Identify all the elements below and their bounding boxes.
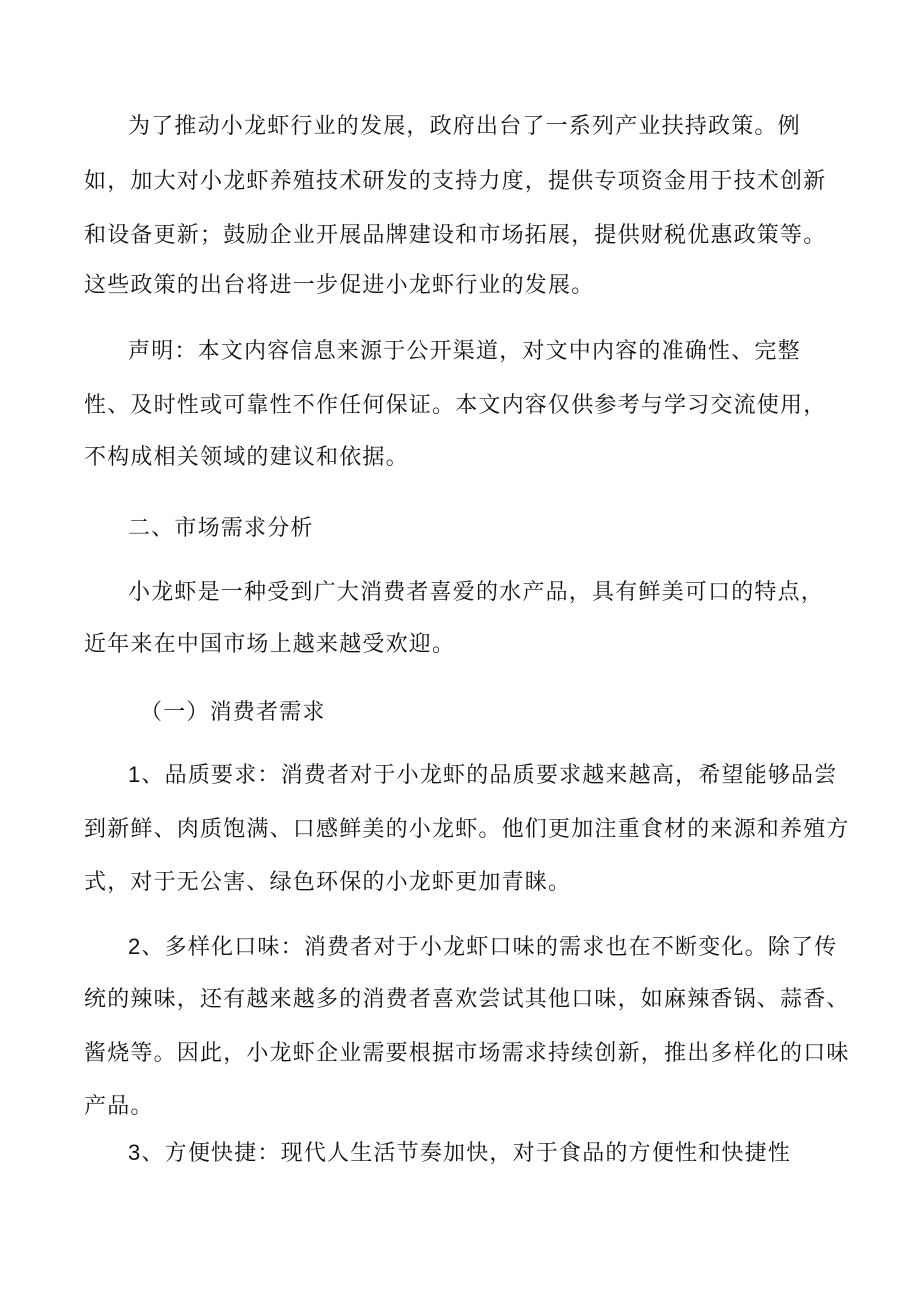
flavor-line-2: 统的辣味，还有越来越多的消费者喜欢尝试其他口味，如麻辣香锅、蒜香、 (84, 987, 850, 1012)
quality-line-3: 式，对于无公害、绿色环保的小龙虾更加青睐。 (84, 870, 572, 895)
flavor-line-1: 2、多样化口味：消费者对于小龙虾口味的需求也在不断变化。除了传 (128, 934, 838, 959)
convenience-line-1: 3、方便快捷：现代人生活节奏加快，对于食品的方便性和快捷性 (128, 1140, 792, 1165)
subsection-heading: （一）消费者需求 (140, 700, 326, 725)
flavor-line-4: 产品。 (84, 1094, 154, 1119)
market-intro-line-2: 近年来在中国市场上越来越受欢迎。 (84, 632, 456, 657)
policy-line-2: 如，加大对小龙虾养殖技术研发的支持力度，提供专项资金用于技术创新 (84, 169, 827, 194)
disclaimer-line-1: 声明：本文内容信息来源于公开渠道，对文中内容的准确性、完整 (128, 339, 801, 364)
market-intro-line-1: 小龙虾是一种受到广大消费者喜爱的水产品，具有鲜美可口的特点， (128, 580, 825, 605)
section-heading: 二、市场需求分析 (128, 516, 314, 541)
quality-line-2: 到新鲜、肉质饱满、口感鲜美的小龙虾。他们更加注重食材的来源和养殖方 (84, 817, 850, 842)
policy-line-4: 这些政策的出台将进一步促进小龙虾行业的发展。 (84, 273, 595, 298)
quality-line-1: 1、品质要求：消费者对于小龙虾的品质要求越来越高，希望能够品尝 (128, 762, 838, 787)
flavor-line-3: 酱烧等。因此，小龙虾企业需要根据市场需求持续创新，推出多样化的口味 (84, 1041, 850, 1066)
disclaimer-line-2: 性、及时性或可靠性不作任何保证。本文内容仅供参考与学习交流使用， (84, 393, 827, 418)
policy-line-1: 为了推动小龙虾行业的发展，政府出台了一系列产业扶持政策。例 (128, 114, 801, 139)
disclaimer-line-3: 不构成相关领域的建议和依据。 (84, 445, 409, 470)
policy-line-3: 和设备更新；鼓励企业开展品牌建设和市场拓展，提供财税优惠政策等。 (84, 223, 827, 248)
